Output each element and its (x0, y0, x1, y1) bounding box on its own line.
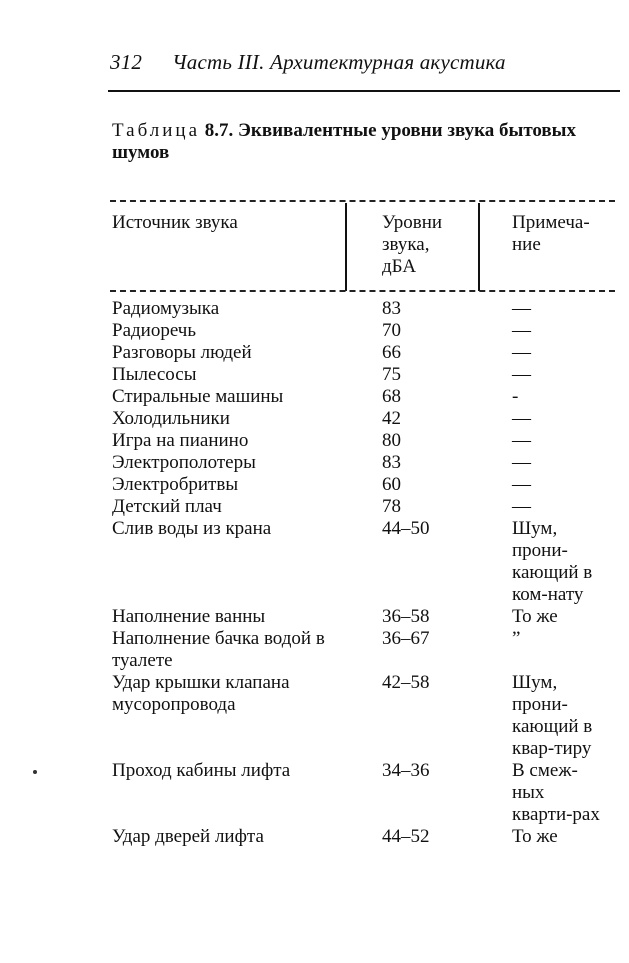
row-level-cell: 44–50 (382, 518, 430, 539)
table-caption (112, 120, 582, 164)
row-note-cell: Шум, прони-кающий в квар-тиру (512, 672, 593, 759)
table-row (0, 364, 629, 386)
row-note-cell: — (512, 320, 531, 341)
running-title: Часть III. Архитектурная акустика (172, 50, 506, 74)
row-note-cell: — (512, 342, 531, 363)
table-row (0, 672, 629, 760)
table-body (0, 298, 629, 848)
column-separator-1 (345, 203, 347, 291)
table-row (0, 606, 629, 628)
row-source-cell: Электробритвы (112, 474, 239, 495)
row-note-cell: — (512, 452, 531, 473)
column-header-source: Источник звука (112, 212, 238, 233)
table-top-rule (110, 200, 615, 202)
row-source-cell: Электрополотеры (112, 452, 256, 473)
row-source-cell: Детский плач (112, 496, 222, 517)
row-note-cell: ” (512, 628, 521, 649)
header-rule (108, 90, 620, 92)
column-header-note: Примеча-ние (512, 212, 590, 255)
row-note-cell: То же (512, 826, 558, 847)
row-note-cell: — (512, 298, 531, 319)
row-note-cell: Шум, прони-кающий в ком-нату (512, 518, 593, 605)
table-row (0, 496, 629, 518)
row-source-cell: Игра на пианино (112, 430, 249, 451)
row-source-cell: Удар дверей лифта (112, 826, 264, 847)
row-source-cell: Слив воды из крана (112, 518, 272, 539)
row-source-cell: Удар крышки клапана мусоропровода (112, 672, 290, 715)
row-source-cell: Радиоречь (112, 320, 197, 341)
row-source-cell: Пылесосы (112, 364, 197, 385)
caption-number: 8.7. (204, 120, 234, 141)
row-level-cell: 60 (382, 474, 401, 495)
row-level-cell: 68 (382, 386, 401, 407)
row-note-cell: В смеж-ных кварти-рах (512, 760, 600, 825)
row-level-cell: 44–52 (382, 826, 430, 847)
row-note-cell: — (512, 430, 531, 451)
table-row (0, 518, 629, 606)
row-level-cell: 83 (382, 452, 401, 473)
row-level-cell: 83 (382, 298, 401, 319)
table-row (0, 826, 629, 848)
row-source-cell: Стиральные машины (112, 386, 284, 407)
row-level-cell: 78 (382, 496, 401, 517)
row-note-cell: - (512, 386, 519, 407)
table-row (0, 430, 629, 452)
row-source-cell: Наполнение бачка водой в туалете (112, 628, 325, 671)
table-row (0, 386, 629, 408)
row-level-cell: 80 (382, 430, 401, 451)
caption-title: Эквивалентные уровни звука бытовых шумов (112, 120, 577, 163)
row-note-cell: — (512, 408, 531, 429)
table-row (0, 452, 629, 474)
scan-speck (33, 770, 37, 774)
row-source-cell: Наполнение ванны (112, 606, 266, 627)
table-row (0, 342, 629, 364)
table-row (0, 474, 629, 496)
page-number: 312 (110, 50, 143, 74)
row-level-cell: 36–67 (382, 628, 430, 649)
column-separator-2 (478, 203, 480, 291)
row-level-cell: 42 (382, 408, 401, 429)
row-level-cell: 36–58 (382, 606, 430, 627)
column-header-level: Уровни звука, дБА (382, 212, 443, 277)
table-row (0, 320, 629, 342)
row-note-cell: — (512, 364, 531, 385)
caption-label: Таблица (112, 120, 201, 141)
row-note-cell: То же (512, 606, 558, 627)
table-row (0, 298, 629, 320)
table-row (0, 628, 629, 672)
row-level-cell: 75 (382, 364, 401, 385)
table-header-rule (110, 290, 615, 292)
table-row (0, 760, 629, 826)
row-note-cell: — (512, 496, 531, 517)
row-level-cell: 42–58 (382, 672, 430, 693)
row-level-cell: 70 (382, 320, 401, 341)
row-source-cell: Проход кабины лифта (112, 760, 291, 781)
row-source-cell: Радиомузыка (112, 298, 220, 319)
row-note-cell: — (512, 474, 531, 495)
row-source-cell: Холодильники (112, 408, 230, 429)
table-row (0, 408, 629, 430)
row-source-cell: Разговоры людей (112, 342, 252, 363)
row-level-cell: 34–36 (382, 760, 430, 781)
running-header (110, 50, 506, 75)
row-level-cell: 66 (382, 342, 401, 363)
